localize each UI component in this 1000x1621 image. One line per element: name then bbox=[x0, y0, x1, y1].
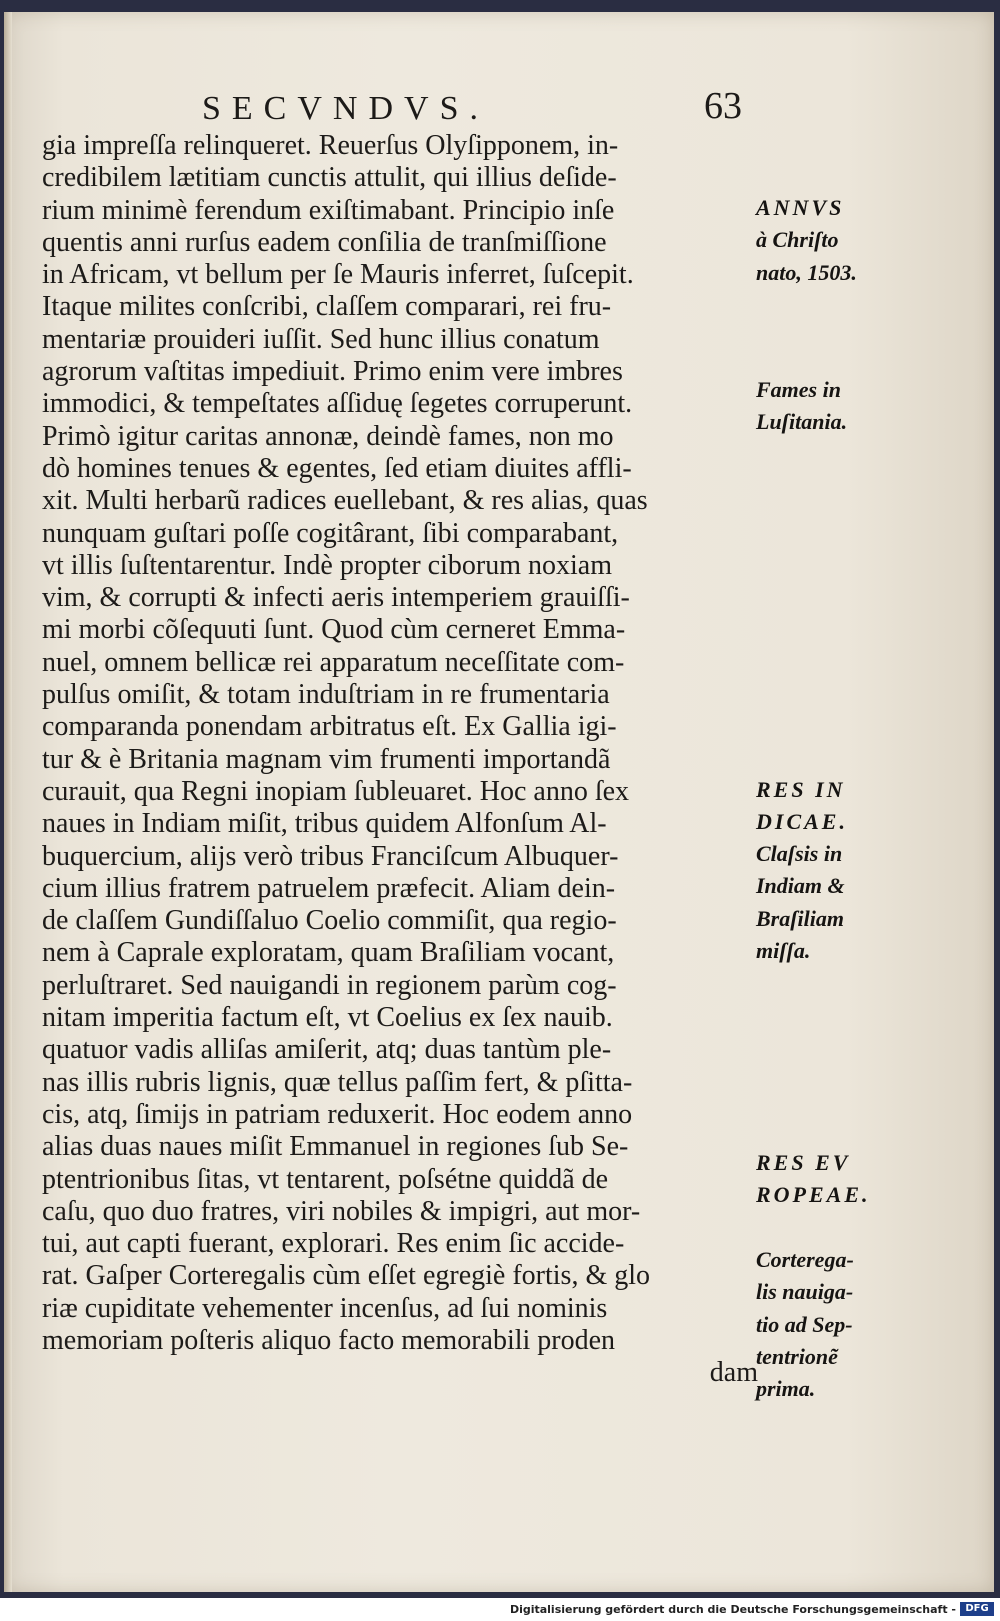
text-line: vim, & corrupti & infecti aeris intemperiem grauiſſi- bbox=[42, 582, 630, 614]
page-gutter-edge bbox=[4, 12, 12, 1592]
text-line: vt illis ſuſtentarentur. Indè propter ciborum noxiam bbox=[42, 549, 612, 581]
margin-note-line: ROPEAE. bbox=[756, 1182, 871, 1208]
margin-note-line: tio ad Sep- bbox=[756, 1311, 853, 1337]
text-line: xit. Multi herbarũ radices euellebant, & res alias, quas bbox=[42, 485, 648, 517]
text-line: rat. Gaſper Corteregalis cùm eſſet egregiè fortis, & glo bbox=[42, 1260, 651, 1292]
text-line: caſu, quo duo fratres, viri nobiles & impigri, aut mor- bbox=[42, 1195, 641, 1227]
text-line: perluſtraret. Sed nauigandi in regionem parùm cog- bbox=[42, 969, 617, 1001]
text-line: agrorum vaſtitas impediuit. Primo enim vere imbres bbox=[42, 356, 623, 388]
text-line: immodici, & tempeſtates aſſiduę ſegetes corruperunt. bbox=[42, 388, 633, 420]
margin-note-line: Fames in bbox=[756, 377, 841, 402]
text-line: buquercium, alijs verò tribus Franciſcum Albuquer- bbox=[42, 840, 619, 872]
text-line: nas illis rubris lignis, quæ tellus paſſim fert, & pſitta- bbox=[42, 1066, 633, 1098]
page-number: 63 bbox=[704, 85, 742, 127]
margin-note-line: RES IN bbox=[756, 777, 846, 802]
text-line: quatuor vadis alliſas amiſerit, atq; duas tantùm ple- bbox=[42, 1034, 612, 1066]
text-line: cium illius fratrem patruelem præfecit. Aliam dein- bbox=[42, 872, 616, 904]
text-line: Itaque milites conſcribi, claſſem comparari, rei fru- bbox=[42, 291, 612, 323]
book-page bbox=[4, 12, 994, 1592]
text-line: tui, aut capti fuerant, explorari. Res enim ſic accide- bbox=[42, 1228, 625, 1260]
margin-note-line: Corterega- bbox=[756, 1247, 854, 1272]
margin-note-fames bbox=[756, 374, 847, 439]
text-line: credibilem lætitiam cunctis attulit, qui illius deſide- bbox=[42, 162, 617, 194]
text-line: curauit, qua Regni inopiam ſubleuaret. Hoc anno ſex bbox=[42, 775, 630, 807]
margin-note-line: Luſitania. bbox=[756, 409, 848, 435]
text-line: nunquam guſtari poſſe cogitârant, ſibi comparabant, bbox=[42, 517, 619, 549]
text-line: de claſſem Gundiſſaluo Coelio commiſit, qua regio- bbox=[42, 905, 617, 937]
margin-note-line: tentrionẽ bbox=[756, 1343, 838, 1369]
text-line: rium minimè ferendum exiſtimabant. Principio inſe bbox=[42, 194, 615, 226]
text-line: dò homines tenues & egentes, ſed etiam diuites affli- bbox=[42, 452, 632, 484]
text-line: riæ cupiditate vehementer incenſus, ad ſui nominis bbox=[42, 1292, 608, 1324]
text-line: nitam imperitia factum eſt, vt Coelius ex ſex nauib. bbox=[42, 1002, 613, 1034]
text-line: naues in Indiam miſit, tribus quidem Alfonſum Al- bbox=[42, 808, 607, 840]
text-line: mentariæ prouideri iuſſit. Sed hunc illius conatum bbox=[42, 323, 600, 355]
text-line: ptentrionibus ſitas, vt tentarent, poſsétne quiddã de bbox=[42, 1163, 609, 1195]
text-line: gia impreſſa relinqueret. Reuerſus Olyſipponem, in- bbox=[42, 130, 619, 161]
margin-note-res-europeae bbox=[756, 1147, 871, 1212]
running-title: SECVNDVS. bbox=[202, 90, 489, 127]
catchword: dam bbox=[709, 1357, 758, 1389]
margin-note-line: RES EV bbox=[756, 1150, 851, 1175]
digitization-footer bbox=[0, 1598, 1000, 1621]
text-line: quentis anni rurſus eadem conſilia de tranſmiſſione bbox=[42, 226, 607, 258]
text-line: Primò igitur caritas annonæ, deindè fames, non mo bbox=[42, 420, 614, 452]
margin-note-line: nato, 1503. bbox=[756, 259, 857, 285]
margin-note-line: miſſa. bbox=[756, 937, 811, 963]
margin-note-res-indicae bbox=[756, 774, 848, 839]
text-line: mi morbi cõſequuti ſunt. Quod cùm cerneret Emma- bbox=[42, 614, 626, 646]
margin-note-anno bbox=[756, 192, 857, 289]
dfg-logo: DFG bbox=[960, 1602, 994, 1616]
margin-note-classis bbox=[756, 838, 845, 967]
margin-note-line: ANNVS bbox=[756, 195, 845, 220]
margin-note-line: Braſiliam bbox=[756, 905, 845, 931]
text-line: nuel, omnem bellicæ rei apparatum neceſſitate com- bbox=[42, 646, 625, 678]
text-line: tur & è Britania magnam vim frumenti importandã bbox=[42, 743, 611, 775]
margin-note-line: Indiam & bbox=[756, 873, 845, 899]
margin-note-line: à Chriſto bbox=[756, 227, 839, 253]
margin-note-line: DICAE. bbox=[756, 809, 848, 835]
margin-note-line: prima. bbox=[756, 1376, 816, 1402]
text-line: memoriam poſteris aliquo facto memorabili proden bbox=[42, 1324, 616, 1356]
margin-note-line: lis nauiga- bbox=[756, 1279, 854, 1305]
text-line: pulſus omiſit, & totam induſtriam in re frumentaria bbox=[42, 679, 610, 711]
text-line: cis, atq, ſimijs in patriam reduxerit. Hoc eodem anno bbox=[42, 1098, 633, 1130]
text-line: in Africam, vt bellum per ſe Mauris inferret, ſuſcepit. bbox=[42, 259, 634, 291]
body-text bbox=[42, 130, 762, 1390]
text-line: alias duas naues miſit Emmanuel in regiones ſub Se- bbox=[42, 1131, 629, 1163]
text-line: nem à Caprale exploratam, quam Braſiliam vocant, bbox=[42, 937, 615, 969]
margin-note-line: Claſsis in bbox=[756, 841, 843, 866]
funding-credit: Digitalisierung gefördert durch die Deutsche Forschungsgemeinschaft - bbox=[509, 1603, 956, 1616]
text-line: comparanda ponendam arbitratus eſt. Ex Gallia igi- bbox=[42, 711, 617, 743]
margin-note-cortereg bbox=[756, 1244, 854, 1405]
